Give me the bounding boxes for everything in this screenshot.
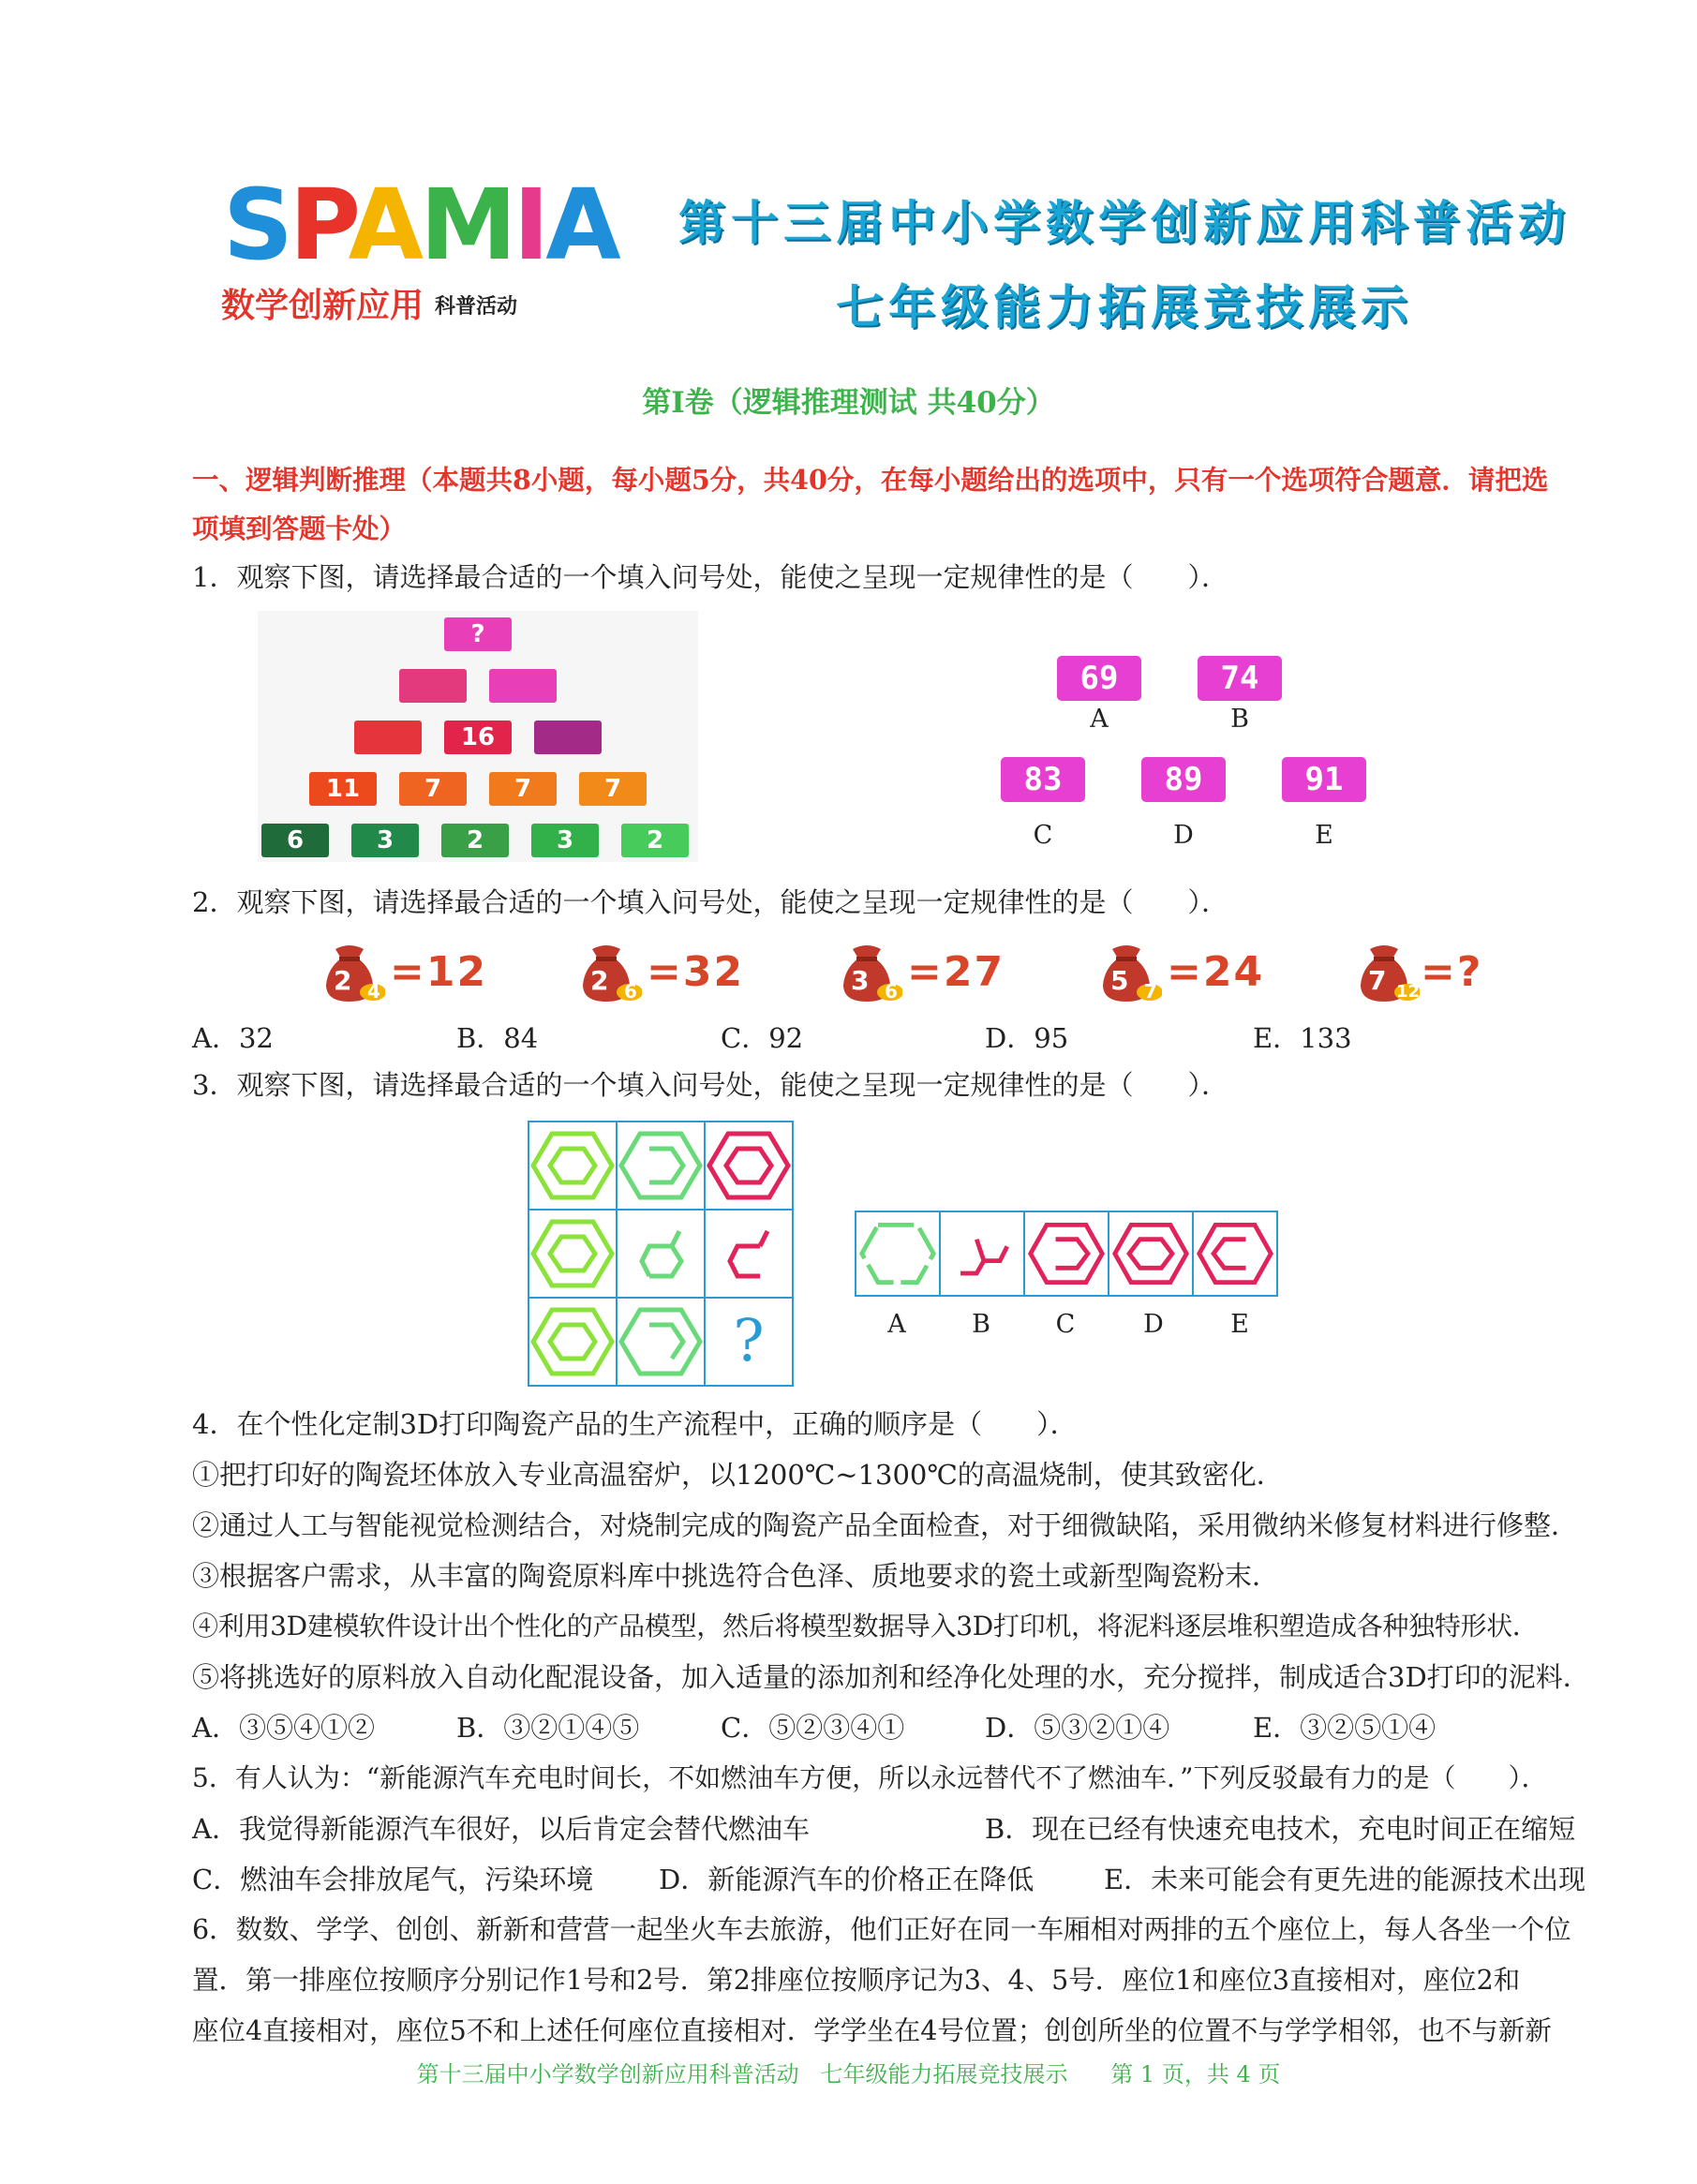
hexagon-icon [706, 1122, 792, 1209]
pyramid-brick [489, 669, 557, 703]
q6-line-2: 置．第一排座位按顺序分别记作1号和2号．第2排座位按顺序记为3、4、5号．座位1和座位3直接相对，座位2和 [192, 1965, 1521, 1996]
q3-option-d-label: D [1143, 1310, 1164, 1339]
q4-step-1: ①把打印好的陶瓷坯体放入专业高温窑炉，以1200℃~1300℃的高温烧制，使其致密化． [192, 1459, 1284, 1491]
q1-option-d-label: D [1173, 821, 1194, 850]
figure-result: =? [1421, 948, 1483, 996]
q2-option-b: B．84 [456, 1022, 539, 1054]
q5-option-e: E．未来可能会有更先进的能源技术出现 [1104, 1864, 1586, 1895]
q4-step-4: ④利用3D建模软件设计出个性化的产品模型，然后将模型数据导入3D打印机，将泥料逐层堆积塑造成各种独特形状． [192, 1611, 1539, 1642]
q2-option-a: A．32 [192, 1022, 274, 1054]
grid-cell-question [704, 1297, 794, 1387]
coin-number: 6 [624, 980, 637, 1003]
q4-step-2: ②通过人工与智能视觉检测结合，对烧制完成的陶瓷产品全面检查，对于细微缺陷，采用微纳米修复材料进行修整． [192, 1509, 1579, 1541]
pyramid-brick: 7 [399, 772, 467, 806]
figure-result: =24 [1167, 948, 1265, 996]
grid-cell [528, 1297, 618, 1387]
figure-result: =27 [907, 948, 1005, 996]
partial-hexagon-icon [941, 1212, 1023, 1295]
q3-option-c-figure [1023, 1211, 1109, 1297]
q4-step-5: ⑤将挑选好的原料放入自动化配混设备，加入适量的添加剂和经净化处理的水，充分搅拌，制成适合3D打印的泥料． [192, 1661, 1590, 1693]
bag-number: 3 [851, 965, 870, 996]
q1-option-c-value: 83 [1001, 757, 1085, 802]
q2-option-e: E．133 [1253, 1022, 1352, 1054]
hexagon-icon [618, 1122, 704, 1209]
q4-option-a: A．③⑤④①② [192, 1712, 375, 1744]
hexagon-icon [856, 1212, 939, 1295]
pyramid-brick: 7 [489, 772, 557, 806]
grid-cell [704, 1121, 794, 1211]
q3-option-c-label: C [1055, 1310, 1076, 1339]
hexagon-icon [1025, 1212, 1108, 1295]
bag-number: 7 [1368, 965, 1387, 996]
q3-stem: 3．观察下图，请选择最合适的一个填入问号处，能使之呈现一定规律性的是（ ）． [192, 1069, 1228, 1101]
q1-option-a-value: 69 [1057, 656, 1141, 701]
q2-option-c: C．92 [721, 1022, 804, 1054]
q1-option-e-label: E [1315, 821, 1333, 850]
grid-cell [616, 1209, 706, 1299]
grid-cell [528, 1121, 618, 1211]
figure-result: =12 [390, 948, 488, 996]
pyramid-brick: 2 [441, 824, 509, 857]
coin-number: 4 [367, 980, 380, 1003]
pyramid-brick: 2 [621, 824, 689, 857]
bag-number: 2 [334, 965, 352, 996]
pyramid-brick: ? [444, 617, 512, 651]
hexagon-icon [618, 1299, 704, 1385]
q1-option-b-value: 74 [1198, 656, 1282, 701]
q5-option-c: C．燃油车会排放尾气，污染环境 [192, 1864, 594, 1895]
q1-option-b-label: B [1230, 705, 1249, 734]
pyramid-brick [534, 721, 602, 754]
question-mark: ? [733, 1306, 765, 1374]
q4-stem: 4．在个性化定制3D打印陶瓷产品的生产流程中，正确的顺序是（ ）． [192, 1408, 1078, 1440]
q6-line-3: 座位4直接相对，座位5不和上述任何座位直接相对．学学坐在4号位置；创创所坐的位置不与学学相邻，也不与新新 [192, 2015, 1552, 2046]
q4-option-b: B．③②①④⑤ [456, 1712, 640, 1744]
q3-option-e-figure [1192, 1211, 1278, 1297]
q1-option-d-value: 89 [1141, 757, 1226, 802]
q5-option-b: B．现在已经有快速充电技术，充电时间正在缩短 [985, 1813, 1576, 1845]
bag-number: 2 [590, 965, 609, 996]
pyramid-brick: 7 [579, 772, 647, 806]
pyramid-brick: 11 [309, 772, 377, 806]
pyramid-brick [399, 669, 467, 703]
grid-cell [528, 1209, 618, 1299]
header-title-line2: 七年级能力拓展竞技展示 [836, 280, 1413, 334]
grid-cell [704, 1209, 794, 1299]
q3-option-d-figure [1108, 1211, 1194, 1297]
q3-option-a-figure [855, 1211, 941, 1297]
pyramid-brick: 3 [531, 824, 599, 857]
pyramid-brick: 3 [351, 824, 419, 857]
figure-result: =32 [647, 948, 745, 996]
part1-heading-cont: 项填到答题卡处） [192, 513, 407, 544]
q6-line-1: 6．数数、学学、创创、新新和营营一起坐火车去旅游，他们正好在同一车厢相对两排的五个座位上，每人各坐一个位 [192, 1914, 1571, 1945]
logo-subtitle: 数学创新应用 [221, 287, 424, 325]
pyramid-brick [354, 721, 422, 754]
grid-cell [616, 1297, 706, 1387]
q1-option-c-label: C [1033, 821, 1053, 850]
q5-stem: 5．有人认为：“新能源汽车充电时间长，不如燃油车方便，所以永远替代不了燃油车．”下列反驳最有力的是（ ）． [192, 1762, 1548, 1793]
q4-option-d: D．⑤③②①④ [985, 1712, 1170, 1744]
pyramid-brick: 6 [261, 824, 329, 857]
q4-step-3: ③根据客户需求，从丰富的陶瓷原料库中挑选符合色泽、质地要求的瓷土或新型陶瓷粉末． [192, 1560, 1280, 1592]
coin-number: 6 [885, 980, 898, 1003]
hexagon-icon [1194, 1212, 1276, 1295]
logo-brand: SPAMIA [223, 168, 618, 282]
bag-number: 5 [1110, 965, 1129, 996]
q1-option-a-label: A [1090, 705, 1109, 734]
hexagon-icon [529, 1211, 616, 1297]
hexagon-icon [1109, 1212, 1192, 1295]
coin-number: 7 [1144, 980, 1157, 1003]
header-title-line1: 第十三届中小学数学创新应用科普活动 [678, 196, 1570, 250]
partial-hexagon-icon [618, 1211, 704, 1297]
grid-cell [616, 1121, 706, 1211]
q4-option-c: C．⑤②③④① [721, 1712, 905, 1744]
section-title: 第I卷（逻辑推理测试 共40分） [642, 386, 1055, 420]
q3-option-b-label: B [972, 1310, 990, 1339]
logo-subtitle-small: 科普活动 [435, 295, 518, 319]
hexagon-icon [529, 1299, 616, 1385]
hexagon-icon [529, 1122, 616, 1209]
pyramid-brick: 16 [444, 721, 512, 754]
coin-number: 12 [1396, 982, 1421, 1002]
q4-option-e: E．③②⑤①④ [1253, 1712, 1436, 1744]
q5-option-d: D．新能源汽车的价格正在降低 [659, 1864, 1035, 1895]
q1-stem: 1．观察下图，请选择最合适的一个填入问号处，能使之呈现一定规律性的是（ ）． [192, 561, 1228, 593]
q1-option-e-value: 91 [1282, 757, 1366, 802]
q2-option-d: D．95 [985, 1022, 1069, 1054]
page-footer: 第十三届中小学数学创新应用科普活动 七年级能力拓展竞技展示 第 1 页，共 4 页 [416, 2061, 1281, 2087]
q3-option-b-figure [939, 1211, 1025, 1297]
q2-stem: 2．观察下图，请选择最合适的一个填入问号处，能使之呈现一定规律性的是（ ）． [192, 886, 1228, 918]
q3-option-a-label: A [887, 1310, 906, 1339]
q3-option-e-label: E [1230, 1310, 1249, 1339]
partial-hexagon-icon [706, 1211, 792, 1297]
part1-heading: 一、逻辑判断推理（本题共8小题，每小题5分，共40分，在每小题给出的选项中，只有一个选项符合题意．请把选 [192, 464, 1549, 496]
logo [223, 168, 618, 282]
q5-option-a: A．我觉得新能源汽车很好，以后肯定会替代燃油车 [192, 1813, 810, 1845]
